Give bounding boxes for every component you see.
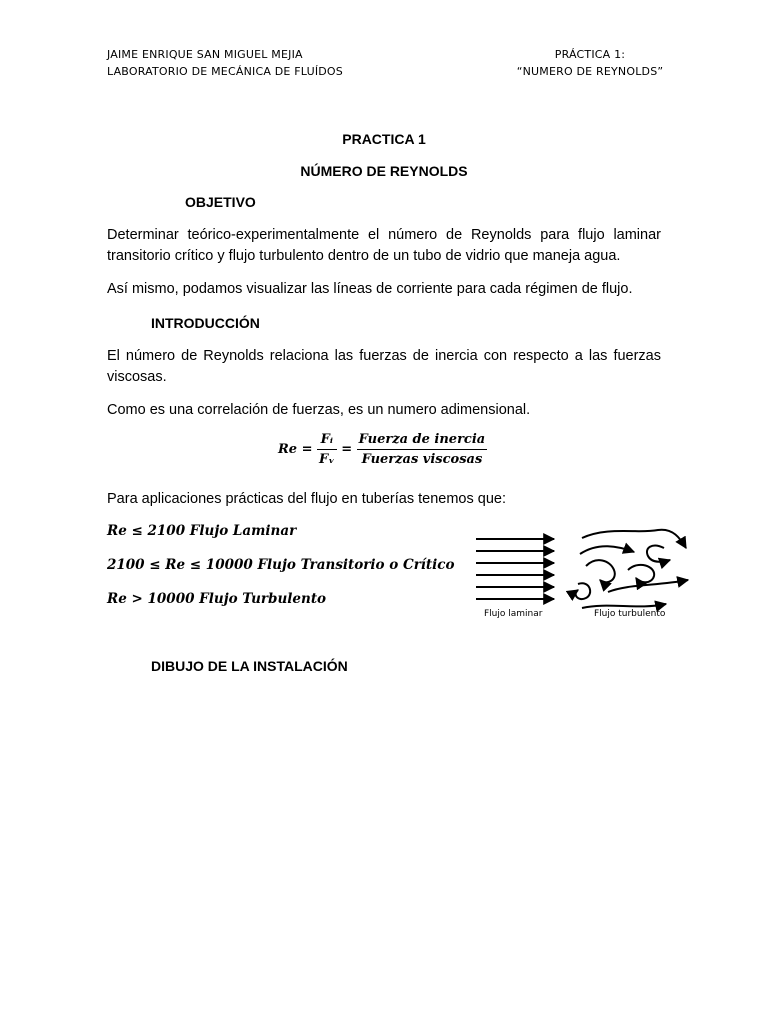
document-title: PRACTICA 1: [342, 131, 426, 147]
laminar-flow-arrows: [476, 539, 554, 599]
practice-number: PRÁCTICA 1:: [554, 48, 626, 61]
introduction-paragraph-2: Como es una correlación de fuerzas, es un numero adimensional.: [107, 402, 531, 418]
installation-drawing-heading: DIBUJO DE LA INSTALACIÓN: [151, 658, 348, 674]
equation-equals: =: [341, 442, 353, 457]
introduction-heading: INTRODUCCIÓN: [151, 315, 260, 331]
page-header-right: [510, 46, 670, 80]
inertia-force-label: Fuerza de inercia: [357, 432, 488, 450]
inertia-force-symbol: Fᵢ: [317, 432, 337, 450]
turbulent-flow-arrows: [576, 530, 688, 608]
objective-paragraph-2: Así mismo, podamos visualizar las líneas de corriente para cada régimen de flujo.: [107, 281, 633, 297]
author-name: JAIME ENRIQUE SAN MIGUEL MEJIA: [107, 48, 303, 61]
turbulent-flow-caption: Flujo turbulento: [594, 609, 666, 619]
reynolds-equation: [278, 432, 487, 467]
force-ratio-fraction: [317, 432, 337, 467]
objective-paragraph: Determinar teórico-experimentalmente el número de Reynolds para flujo laminar transitorio crítico y flujo turbulento dentro de un tubo de vidrio que maneja agua.: [107, 227, 661, 264]
objective-heading: OBJETIVO: [185, 194, 256, 210]
course-name: LABORATORIO DE MECÁNICA DE FLUÍDOS: [107, 65, 343, 78]
introduction-paragraph: El número de Reynolds relaciona las fuerzas de inercia con respecto a las fuerzas viscosas.: [107, 348, 661, 385]
regime-transitional: 2100 ≤ Re ≤ 10000 Flujo Transitorio o Crítico: [107, 557, 455, 573]
viscous-force-label: Fuerzas viscosas: [361, 452, 483, 467]
practice-topic: “NUMERO DE REYNOLDS”: [516, 65, 664, 78]
force-names-fraction: [357, 432, 488, 467]
regime-laminar: Re ≤ 2100 Flujo Laminar: [107, 523, 297, 539]
laminar-flow-caption: Flujo laminar: [484, 609, 543, 619]
equation-lhs: Re =: [278, 442, 313, 457]
applications-paragraph: Para aplicaciones prácticas del flujo en tuberías tenemos que:: [107, 491, 506, 507]
viscous-force-symbol: Fᵥ: [319, 452, 335, 467]
document-subtitle: NÚMERO DE REYNOLDS: [300, 163, 468, 179]
regime-turbulent: Re > 10000 Flujo Turbulento: [107, 591, 327, 607]
page-header-left: [107, 46, 343, 80]
